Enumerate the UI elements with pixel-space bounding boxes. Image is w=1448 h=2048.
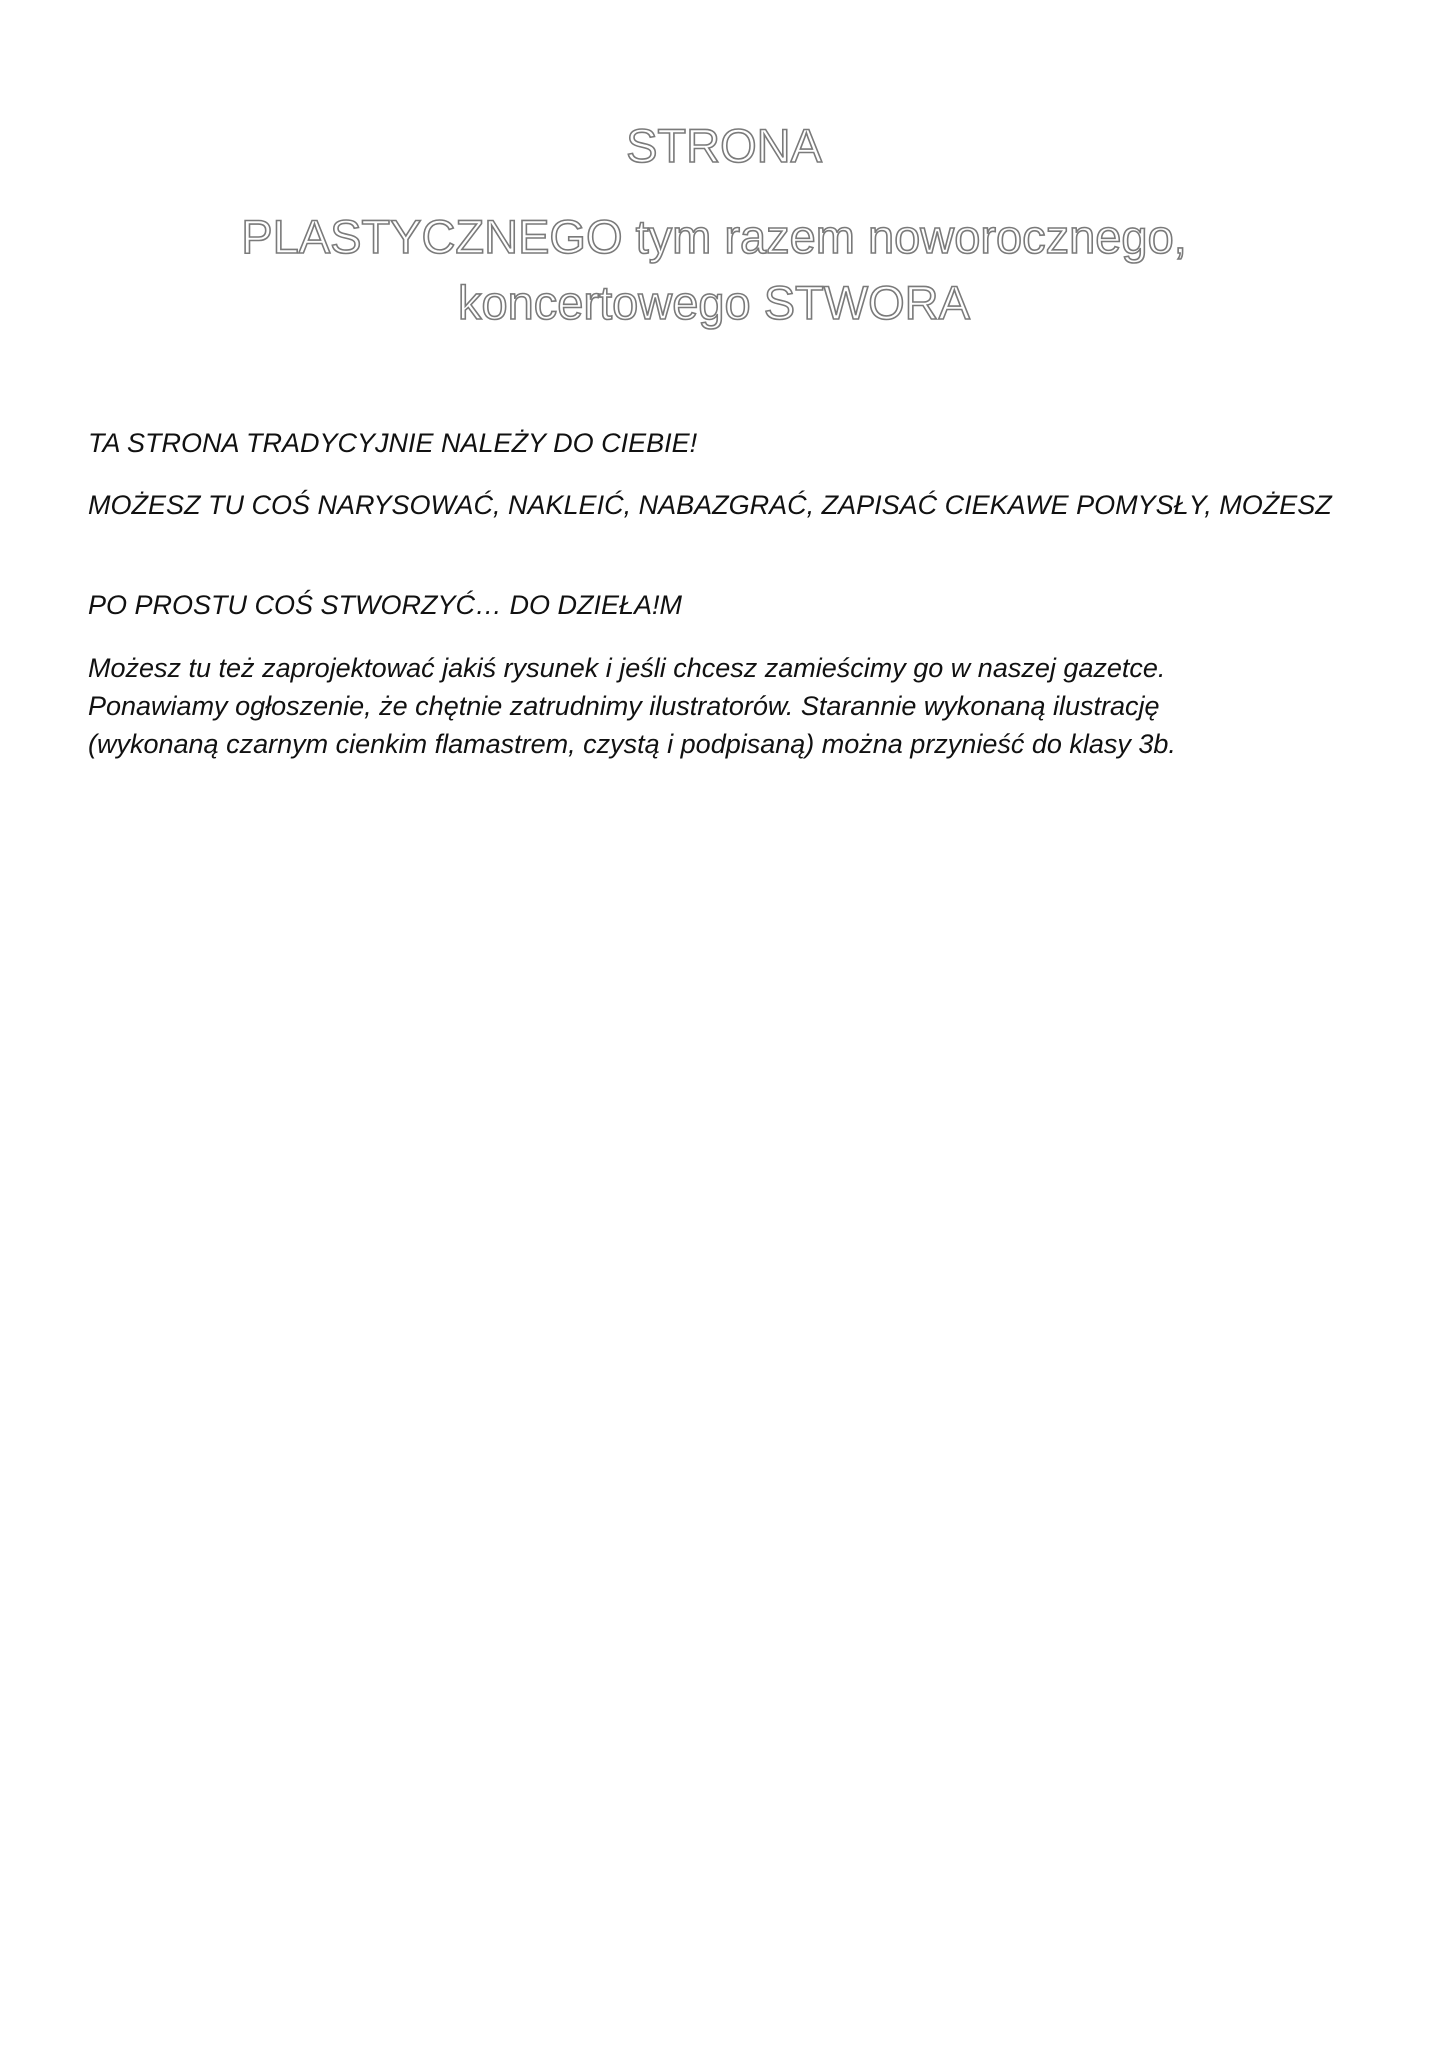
paragraph-illustrators-line-1: Możesz tu też zaprojektować jakiś rysunek i jeśli chcesz zamieścimy go w naszej gazetce. [88, 653, 1166, 683]
paragraph-illustrators-line-3: (wykonaną czarnym cienkim flamastrem, czystą i podpisaną) można przynieść do klasy 3b. [88, 729, 1176, 759]
paragraph-ideas: MOŻESZ TU COŚ NARYSOWAĆ, NAKLEIĆ, NABAZGRAĆ, ZAPISAĆ CIEKAWE POMYSŁY, MOŻESZ [88, 490, 1332, 520]
heading-line-3: koncertowego STWORA [458, 276, 970, 329]
paragraph-illustrators-line-2: Ponawiamy ogłoszenie, że chętnie zatrudnimy ilustratorów. Starannie wykonaną ilustrację [88, 691, 1160, 721]
paragraph-intro: TA STRONA TRADYCYJNIE NALEŻY DO CIEBIE! [88, 428, 698, 458]
heading-line-1: STRONA [626, 119, 822, 172]
paragraph-create: PO PROSTU COŚ STWORZYĆ… DO DZIEŁA!M [88, 590, 683, 620]
paragraph-illustrators [88, 649, 1378, 763]
heading-line-2: PLASTYCZNEGO tym razem noworocznego, [241, 210, 1187, 263]
